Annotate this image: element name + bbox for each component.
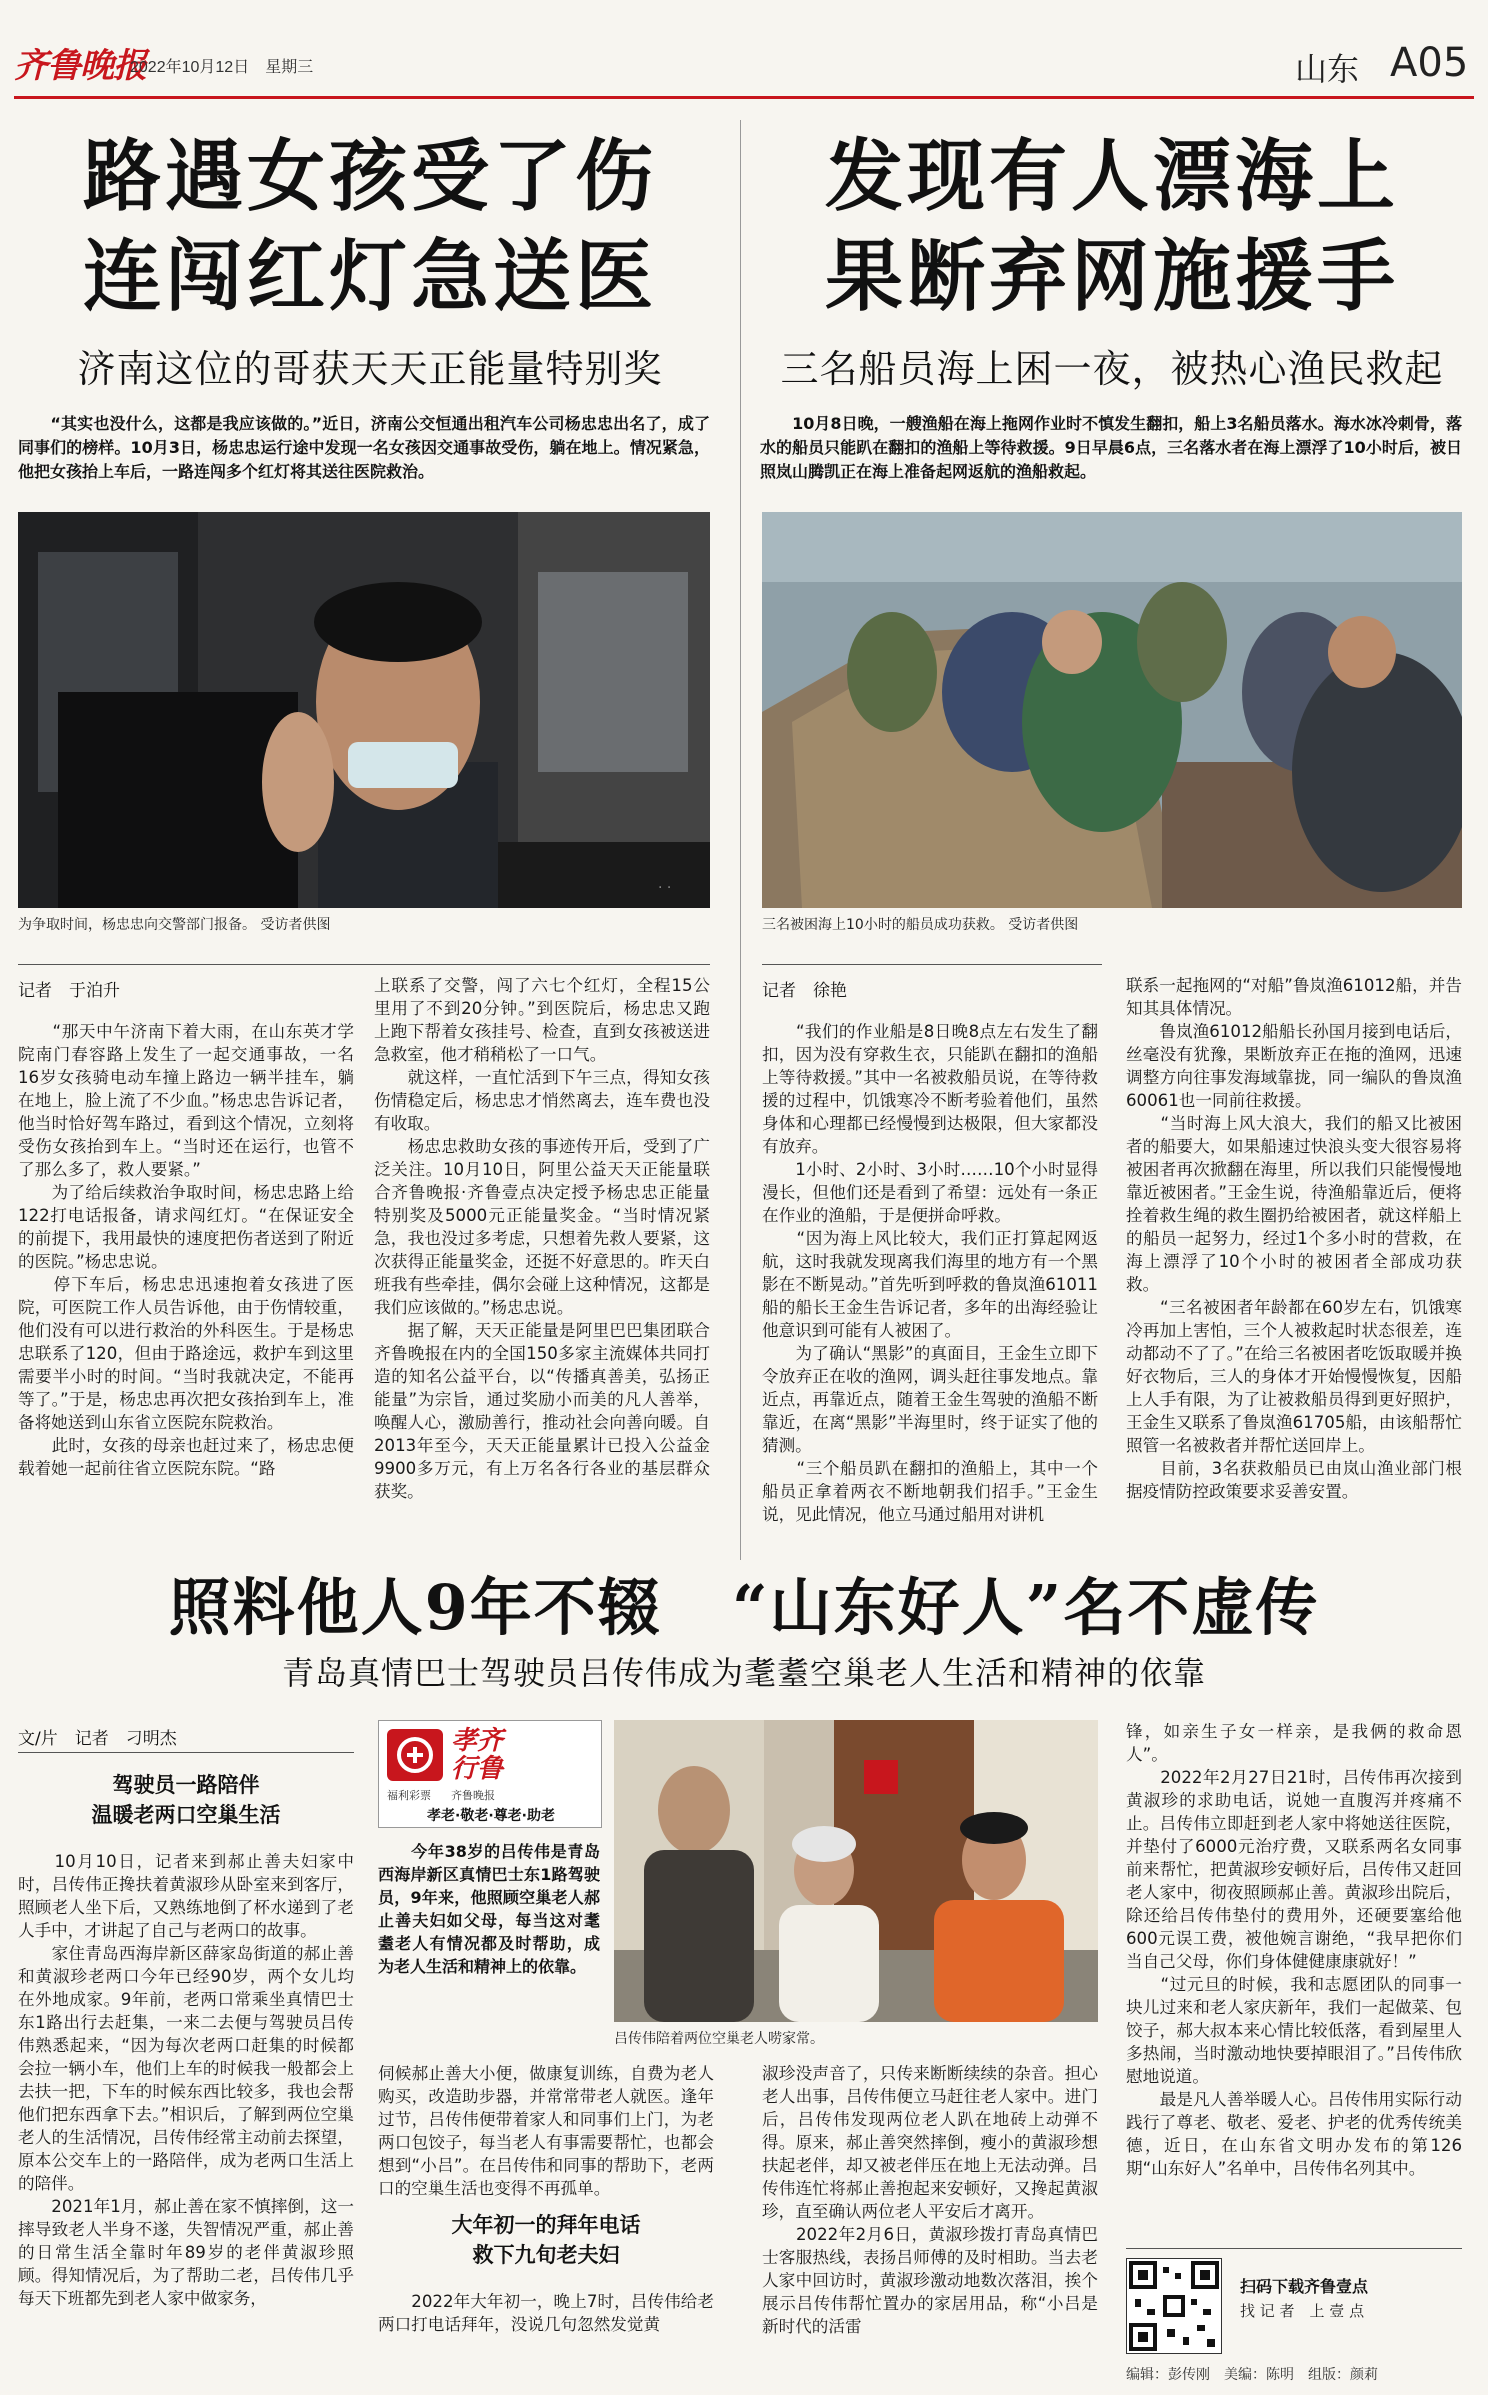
- story3-photo: [614, 1720, 1098, 2022]
- story1-byline: 记者 于泊升: [18, 981, 120, 1001]
- story2-divider: [762, 964, 1102, 965]
- story1-caption: 为争取时间，杨忠忠向交警部门报备。 受访者供图: [18, 917, 331, 933]
- welfare-lottery-icon: [387, 1729, 443, 1781]
- story1-title-line2: 连闯红灯急送医: [82, 231, 657, 322]
- qr-label-line1: 扫码下载齐鲁壹点: [1240, 2277, 1369, 2296]
- qr-label-line2: 找 记 者 上 壹 点: [1240, 2302, 1365, 2320]
- story3-title-right: “山东好人”名不虚传: [732, 1571, 1320, 1644]
- story2-body-col2: 联系一起拖网的“对船”鲁岚渔61012船，并告知其具体情况。 鲁岚渔61012船船长孙国月接到电话后，丝毫没有犹豫，果断放弃正在拖的渔网，迅速调整方向往事发海域靠拢，同一编队的鲁岚渔60061也一同前往救援。 “当时海上风大浪大，我们的船又比被困者的船要大，如果船速过快浪头变大很容易将被困者再次掀翻在海里，所以我们只能慢慢地靠近被困者。”王金生说，待渔船靠近后，便将拴着救生绳的救生圈扔给被困者，就这样船上的船员一起努力，经过1个多小时的营救，在海上漂浮了10个小时的被困者全部成功获救。 “三名被困者年龄都在60岁左右，饥饿寒冷再加上害怕，三个人被救起时状态很差，连动都动不了了。”在给三名被困者吃饭取暖并换好衣物后，三人的身体才开始慢慢恢复，因船上人手有限，为了让被救船员得到更好照护，王金生又联系了鲁岚渔61705船，由该船帮忙照管一名被救者并帮忙送回岸上。 目前，3名获救船员已由岚山渔业部门根据疫情防控政策要求妥善安置。: [1126, 976, 1462, 1501]
- story1-photo: [18, 512, 710, 908]
- story3-subhead2-line2: 救下九旬老夫妇: [472, 2242, 620, 2267]
- qr-code-icon: [1127, 2259, 1221, 2353]
- story1-subtitle: 济南这位的哥获天天正能量特别奖: [77, 347, 663, 391]
- campaign-logo-sub1: 福利彩票: [387, 1789, 431, 1802]
- header-rule: [14, 96, 1474, 99]
- story2-title-line2: 果断弃网施援手: [824, 231, 1399, 322]
- story1-lead: “其实也没什么，这都是我应该做的。”近日，济南公交恒通出租汽车公司杨忠忠出名了，成了同事们的榜样。10月3日，杨忠忠运行途中发现一名女孩因交通事故受伤，躺在地上。情况紧急，他把女孩抬上车后，一路连闯多个红灯将其送往医院救治。: [18, 414, 710, 481]
- story1-body-col1: “那天中午济南下着大雨，在山东英才学院南门春容路上发生了一起交通事故，一名16岁女孩骑电动车撞上路边一辆半挂车，躺在地上，脸上流了不少血。”杨忠忠告诉记者，他当时恰好驾车路过，看到这个情况，立刻将受伤女孩抬到车上。“当时还在运行，也管不了那么多了，救人要紧。” 为了给后续救治争取时间，杨忠忠路上给122打电话报备，请求闯红灯。“在保证安全的前提下，我用最快的速度把伤者送到了附近的医院。”杨忠忠说。 停下车后，杨忠忠迅速抱着女孩进了医院，可医院工作人员告诉他，由于伤情较重，他们没有可以进行救治的外科医生。于是杨忠忠联系了120，但由于路途远，救护车到这里需要半小时的时间。“当时我就决定，不能再等了。”于是，杨忠忠再次把女孩抬到车上，准备将她送到山东省立医院东院救治。 此时，女孩的母亲也赶过来了，杨忠忠便载着她一起前往省立医院东院。“路: [18, 1022, 354, 1478]
- story3-subhead1-line1: 驾驶员一路陪伴: [112, 1772, 260, 1797]
- story3-lead: 今年38岁的吕传伟是青岛西海岸新区真情巴士东1路驾驶员，9年来，他照顾空巢老人郝止善夫妇如父母，每当这对耄耋老人有情况都及时帮助，成为老人生活和精神上的依靠。: [378, 1842, 600, 1976]
- story3-body-col4: 锋，如亲生子女一样亲，是我俩的救命恩人”。 2022年2月27日21时，吕传伟再次接到黄淑珍的求助电话，说她一直腹泻并疼痛不止。吕传伟立即赶到老人家中将她送往医院，并垫付了6000元治疗费，又联系两名女同事前来帮忙，把黄淑珍安顿好后，吕传伟又赶回老人家中，彻夜照顾郝止善。黄淑珍出院后，除还给吕传伟垫付的费用外，还硬要塞给他600元误工费，被他婉言谢绝，“我早把你们当自己父母，你们身体健健康康就好！” “过元旦的时候，我和志愿团队的同事一块儿过来和老人家庆新年，我们一起做菜、包饺子，郝大叔本来心情比较低落，看到屋里人多热闹，当时激动地快要掉眼泪了。”吕传伟欣慰地说道。 最是凡人善举暖人心。吕传伟用实际行动践行了尊老、敬老、爱老、护老的优秀传统美德，近日，在山东省文明办发布的第126期“山东好人”名单中，吕传伟名列其中。: [1126, 1722, 1462, 2178]
- qr-rule: [1126, 2248, 1462, 2249]
- story3-title-left: 照料他人9年不辍: [168, 1571, 662, 1644]
- story2-lead: 10月8日晚，一艘渔船在海上拖网作业时不慎发生翻扣，船上3名船员落水。海水冰冷刺骨，落水的船员只能趴在翻扣的渔船上等待救援。9日早晨6点，三名落水者在海上漂浮了10小时后，被日照岚山腾凯正在海上准备起网返航的渔船救起。: [760, 414, 1462, 481]
- campaign-slogan: 孝老·敬老·尊老·助老: [427, 1808, 555, 1824]
- page-number: A05: [1390, 40, 1469, 86]
- story2-title-line1: 发现有人漂海上: [824, 131, 1399, 222]
- story3-subhead2-line1: 大年初一的拜年电话: [451, 2212, 641, 2237]
- story1-title-line1: 路遇女孩受了伤: [82, 131, 657, 222]
- story3-subtitle: 青岛真情巴士驾驶员吕传伟成为耄耋空巢老人生活和精神的依靠: [281, 1654, 1206, 1692]
- campaign-logo-title: 孝齐行鲁: [451, 1726, 504, 1784]
- story3-body-col2b: 2022年大年初一，晚上7时，吕传伟给老两口打电话拜年，没说几句忽然发觉黄: [378, 2292, 714, 2334]
- story3-byline: 文/片 记者 刁明杰: [18, 1729, 177, 1749]
- story3-body-col1: 10月10日，记者来到郝止善夫妇家中时，吕传伟正搀扶着黄淑珍从卧室来到客厅，照顾老人坐下后，又熟练地倒了杯水递到了老人手中，才讲起了自己与老两口的故事。 家住青岛西海岸新区薛家岛街道的郝止善和黄淑珍老两口今年已经90岁，两个女儿均在外地成家。9年前，老两口常乘坐真情巴士东1路出行去赶集，一来二去便与驾驶员吕传伟熟悉起来，“因为每次老两口赶集的时候都会拉一辆小车，他们上车的时候我一般都会上去扶一把，下车的时候东西比较多，我也会帮他们把东西拿下去。”相识后，了解到两位空巢老人的生活情况，吕传伟经常主动前去探望，原本公交车上的一路陪伴，成为老两口生活上的陪伴。 2021年1月，郝止善在家不慎摔倒，这一摔导致老人半身不遂，失智情况严重，郝止善的日常生活全靠时年89岁的老伴黄淑珍照顾。得知情况后，为了帮助二老，吕传伟几乎每天下班都先到老人家中做家务，: [18, 1852, 354, 2308]
- qr-code[interactable]: [1126, 2258, 1222, 2354]
- story2-photo: [762, 512, 1462, 908]
- elderly-couple-image: [614, 1720, 1098, 2022]
- taxi-driver-image: [18, 512, 710, 908]
- newspaper-logo: 齐鲁晚报: [14, 46, 146, 86]
- svg-text:· ·: · ·: [658, 880, 672, 896]
- rescue-boat-image: [762, 512, 1462, 908]
- campaign-logo-sub2: 齐鲁晚报: [451, 1789, 495, 1802]
- editor-credits: 编辑：彭传刚 美编：陈明 组版：颜莉: [1126, 2367, 1378, 2383]
- story2-subtitle: 三名船员海上困一夜，被热心渔民救起: [780, 347, 1444, 391]
- story2-byline: 记者 徐艳: [762, 981, 847, 1001]
- story3-body-col3: 淑珍没声音了，只传来断断续续的杂音。担心老人出事，吕传伟便立马赶往老人家中。进门后，吕传伟发现两位老人趴在地砖上动弹不得。原来，郝止善突然摔倒，瘦小的黄淑珍想扶起老伴，却又被老伴压在地上无法动弹。吕传伟连忙将郝止善抱起来安顿好，又搀起黄淑珍，直至确认两位老人平安后才离开。 2022年2月6日，黄淑珍拨打青岛真情巴士客服热线，表扬吕师傅的及时相助。当去老人家中回访时，黄淑珍激动地数次落泪，挨个展示吕传伟帮忙置办的家居用品，称“小吕是新时代的活雷: [762, 2064, 1098, 2336]
- story3-caption: 吕传伟陪着两位空巢老人唠家常。: [614, 2031, 824, 2047]
- story2-caption: 三名被困海上10小时的船员成功获救。 受访者供图: [762, 917, 1079, 933]
- story1-body-col2: 上联系了交警，闯了六七个红灯，全程15公里用了不到20分钟。”到医院后，杨忠忠又跑上跑下帮着女孩挂号、检查，直到女孩被送进急救室，他才稍稍松了一口气。 就这样，一直忙活到下午三点，得知女孩伤情稳定后，杨忠忠才悄然离去，连车费也没有收取。 杨忠忠救助女孩的事迹传开后，受到了广泛关注。10月10日，阿里公益天天正能量联合齐鲁晚报·齐鲁壹点决定授予杨忠忠正能量特别奖及5000元正能量奖金。“当时情况紧急，我也没过多考虑，只想着先救人要紧，这次获得正能量奖金，还挺不好意思的。昨天白班我有些牵挂，偶尔会碰上这种情况，这都是我们应该做的。”杨忠忠说。 据了解，天天正能量是阿里巴巴集团联合齐鲁晚报在内的全国150多家主流媒体共同打造的知名公益平台，以“传播真善美，弘扬正能量”为宗旨，通过奖励小而美的凡人善举，唤醒人心，激励善行，推动社会向善向暖。自2013年至今，天天正能量累计已投入公益金9900多万元，有上万名各行各业的基层群众获奖。: [374, 976, 710, 1501]
- story3-byline-rule: [18, 1752, 354, 1753]
- campaign-logo-box: [378, 1720, 602, 1828]
- issue-date: 2022年10月12日 星期三: [130, 59, 314, 76]
- story3-body-col2: 伺候郝止善大小便，做康复训练，自费为老人购买，改造助步器，并常常带老人就医。逢年过节，吕传伟便带着家人和同事们上门，为老两口包饺子，每当老人有事需要帮忙，也都会想到“小吕”。在吕传伟和同事的帮助下，老两口的空巢生活也变得不再孤单。: [378, 2064, 714, 2198]
- story3-subhead1-line2: 温暖老两口空巢生活: [91, 1802, 281, 1827]
- column-divider: [740, 120, 741, 1560]
- story3-title: [0, 1568, 1488, 1648]
- section-name: 山东: [1295, 50, 1360, 88]
- story1-divider: [18, 964, 710, 965]
- story2-body-col1: “我们的作业船是8日晚8点左右发生了翻扣，因为没有穿救生衣，只能趴在翻扣的渔船上等待救援。”其中一名被救船员说，在等待救援的过程中，饥饿寒冷不断考验着他们，虽然身体和心理都已经慢慢到达极限，但大家都没有放弃。 1小时、2小时、3小时……10个小时显得漫长，但他们还是看到了希望：远处有一条正在作业的渔船，于是便拼命呼救。 “因为海上风比较大，我们正打算起网返航，这时我就发现离我们海里的地方有一个黑影在不断晃动。”首先听到呼救的鲁岚渔61011船的船长王金生告诉记者，多年的出海经验让他意识到可能有人被困了。 为了确认“黑影”的真面目，王金生立即下令放弃正在收的渔网，调头赶往事发地点。靠近点，再靠近点，随着王金生驾驶的渔船不断靠近，在离“黑影”半海里时，终于证实了他的猜测。 “三个船员趴在翻扣的渔船上，其中一个船员正拿着两衣不断地朝我们招手。”王金生说，见此情况，他立马通过船用对讲机: [762, 1022, 1098, 1524]
